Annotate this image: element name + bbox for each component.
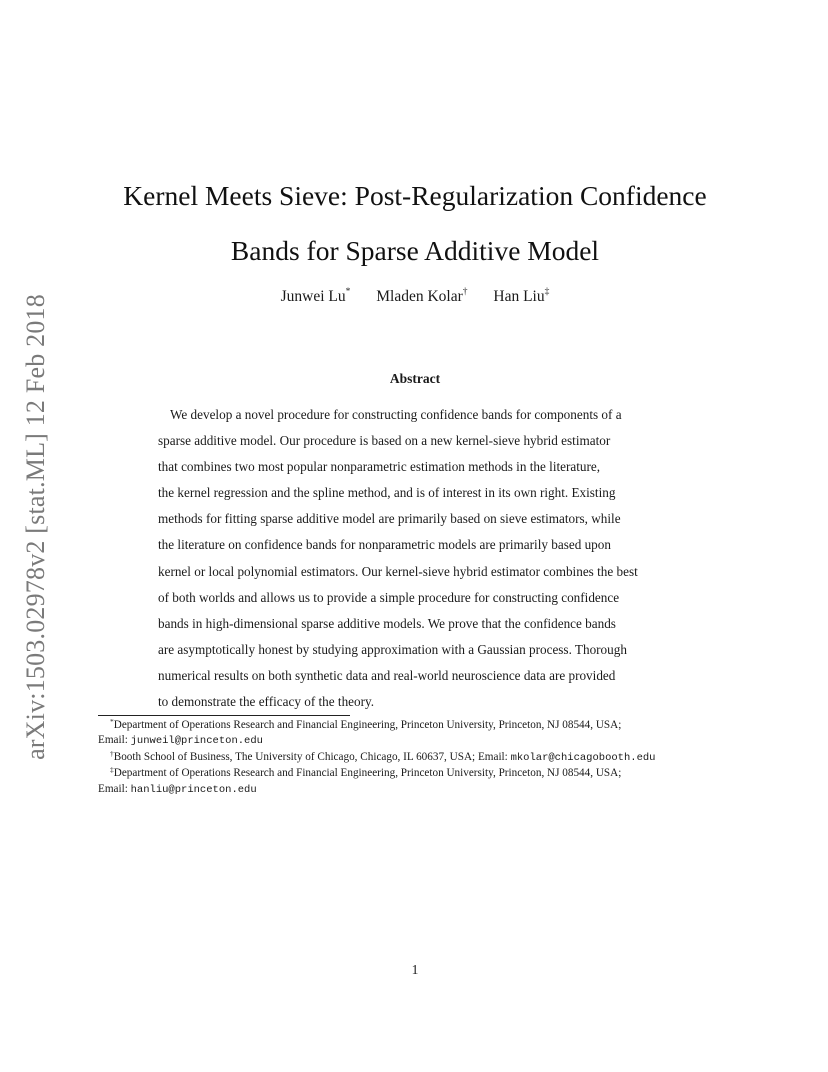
footnote-3-affiliation bbox=[98, 766, 738, 781]
abstract-line: We develop a novel procedure for constructing confidence bands for components of a bbox=[170, 407, 622, 422]
email-label: Email: bbox=[98, 782, 128, 795]
author-name: Han Liu bbox=[493, 288, 545, 306]
author-mladen-kolar bbox=[376, 288, 467, 306]
abstract-line: sparse additive model. Our procedure is based on a new kernel-sieve hybrid estimator bbox=[158, 433, 611, 449]
footnote-text: Department of Operations Research and Financial Engineering, Princeton University, Princeton, NJ 08544, USA; bbox=[113, 767, 622, 780]
abstract-heading: Abstract bbox=[389, 371, 441, 386]
footnote-2-affiliation bbox=[98, 750, 738, 766]
abstract-line: the kernel regression and the spline method, and is of interest in its own right. Existing bbox=[158, 485, 616, 501]
author-junwei-lu bbox=[281, 288, 351, 306]
title-line-2: Bands for Sparse Additive Model bbox=[230, 235, 600, 266]
abstract-line: are asymptotically honest by studying approximation with a Gaussian process. Thorough bbox=[158, 641, 627, 657]
arxiv-identifier-stamp: arXiv:1503.02978v2 [stat.ML] 12 Feb 2018 bbox=[21, 294, 50, 760]
author-footnote-mark: ‡ bbox=[544, 287, 550, 297]
abstract-line: methods for fitting sparse additive model are primarily based on sieve estimators, while bbox=[158, 511, 621, 527]
footnotes bbox=[98, 718, 738, 798]
abstract-body bbox=[158, 402, 672, 715]
footnote-3-email-line bbox=[98, 782, 738, 798]
page-number: 1 bbox=[411, 962, 419, 977]
footnote-1-email-line bbox=[98, 733, 738, 749]
footnote-mark: † bbox=[110, 748, 114, 758]
email-label: Email: bbox=[98, 734, 128, 747]
abstract-line: of both worlds and allows us to provide a simple procedure for constructing confidence bbox=[158, 589, 620, 605]
author-name: Mladen Kolar bbox=[376, 288, 463, 306]
abstract-line: to demonstrate the efficacy of the theory. bbox=[158, 694, 375, 710]
abstract-line: bands in high-dimensional sparse additive models. We prove that the confidence bands bbox=[158, 615, 616, 631]
author-footnote-mark: † bbox=[462, 287, 468, 297]
footnote-text: Department of Operations Research and Financial Engineering, Princeton University, Princeton, NJ 08544, USA; bbox=[113, 719, 622, 731]
abstract-line: that combines two most popular nonparametric estimation methods in the literature, bbox=[158, 459, 601, 475]
author-name: Junwei Lu bbox=[280, 288, 346, 306]
title-line-1: Kernel Meets Sieve: Post-Regularization Confidence bbox=[123, 180, 707, 211]
author-footnote-mark: * bbox=[345, 287, 351, 297]
abstract-line: kernel or local polynomial estimators. Our kernel-sieve hybrid estimator combines the best bbox=[158, 563, 638, 579]
footnote-mark: ‡ bbox=[110, 765, 114, 775]
paper-title bbox=[98, 168, 732, 278]
abstract-line: numerical results on both synthetic data and real-world neuroscience data are provided bbox=[158, 667, 616, 683]
footnote-mark: * bbox=[110, 717, 114, 726]
footnote-divider bbox=[98, 715, 350, 716]
footnote-text: Booth School of Business, The University of Chicago, Chicago, IL 60637, USA; Email: bbox=[113, 750, 508, 763]
author-list bbox=[98, 288, 732, 306]
abstract-line: the literature on confidence bands for nonparametric models are primarily based upon bbox=[158, 537, 611, 553]
email-address: junweil@princeton.edu bbox=[130, 735, 263, 748]
footnote-1-affiliation bbox=[98, 718, 738, 733]
author-han-liu bbox=[493, 288, 549, 306]
email-address: mkolar@chicagobooth.edu bbox=[510, 751, 656, 764]
email-address: hanliu@princeton.edu bbox=[130, 783, 257, 796]
